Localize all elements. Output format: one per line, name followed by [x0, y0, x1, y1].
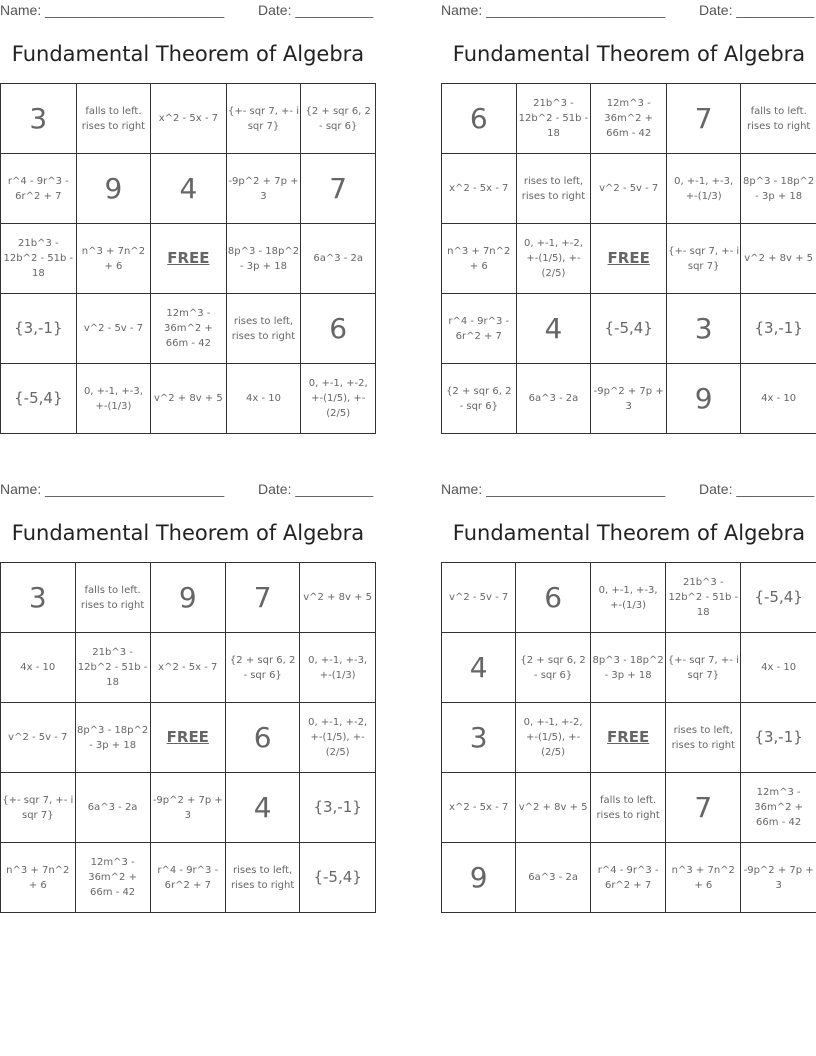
bingo-cell: x^2 - 5x - 7: [151, 84, 226, 154]
card-title: Fundamental Theorem of Algebra: [11, 42, 365, 66]
bingo-row: [442, 563, 816, 633]
bingo-cell: v^2 + 8v + 5: [516, 773, 591, 843]
bingo-cell: {-5,4}: [300, 843, 376, 913]
bingo-card-4: [441, 479, 816, 913]
free-space-cell: FREE: [151, 224, 226, 294]
bingo-cell: 0, +-1, +-3, +-(1/3): [590, 563, 665, 633]
bingo-cell: {-5,4}: [1, 364, 77, 434]
bingo-cell: {3,-1}: [741, 294, 816, 364]
bingo-cell: 0, +-1, +-2, +-(1/5), +-(2/5): [300, 703, 376, 773]
bingo-cell: rises to left, rises to right: [516, 154, 591, 224]
bingo-cell: 6a^3 - 2a: [301, 224, 376, 294]
bingo-cell: 12m^3 - 36m^2 + 66m - 42: [741, 773, 816, 843]
card-header: [0, 0, 376, 22]
bingo-row: [1, 773, 376, 843]
bingo-card-3: [0, 479, 376, 913]
bingo-cell: -9p^2 + 7p + 3: [150, 773, 225, 843]
bingo-card-2: [441, 0, 816, 434]
bingo-row: [1, 563, 376, 633]
bingo-cell: 9: [442, 843, 516, 913]
card-header: [441, 479, 816, 501]
bingo-cell: v^2 + 8v + 5: [151, 364, 226, 434]
bingo-cell: -9p^2 + 7p + 3: [591, 364, 667, 434]
bingo-cell: 6: [225, 703, 299, 773]
bingo-cell: 4: [225, 773, 299, 843]
bingo-row: [442, 364, 816, 434]
card-title: Fundamental Theorem of Algebra: [452, 521, 806, 545]
bingo-row: [1, 703, 376, 773]
bingo-cell: 21b^3 - 12b^2 - 51b - 18: [1, 224, 77, 294]
bingo-row: [1, 84, 376, 154]
bingo-cell: 7: [667, 84, 741, 154]
bingo-row: [442, 633, 816, 703]
bingo-cell: x^2 - 5x - 7: [442, 773, 516, 843]
bingo-grid: [0, 562, 376, 913]
bingo-cell: 4x - 10: [741, 364, 816, 434]
bingo-cell: 4x - 10: [226, 364, 301, 434]
bingo-cell: 4: [516, 294, 591, 364]
bingo-cell: 8p^3 - 18p^2 - 3p + 18: [741, 154, 816, 224]
card-header: [0, 479, 376, 501]
bingo-cell: 8p^3 - 18p^2 - 3p + 18: [226, 224, 301, 294]
card-title: Fundamental Theorem of Algebra: [11, 521, 365, 545]
bingo-cell: 12m^3 - 36m^2 + 66m - 42: [75, 843, 150, 913]
bingo-row: [1, 843, 376, 913]
bingo-cell: {3,-1}: [741, 703, 816, 773]
bingo-cell: {+- sqr 7, +- i sqr 7}: [667, 224, 741, 294]
bingo-cell: 7: [225, 563, 299, 633]
bingo-row: [442, 154, 816, 224]
bingo-cell: v^2 - 5v - 7: [442, 563, 516, 633]
bingo-cell: -9p^2 + 7p + 3: [741, 843, 816, 913]
bingo-cell: x^2 - 5x - 7: [442, 154, 517, 224]
bingo-row: [442, 843, 816, 913]
bingo-row: [442, 84, 816, 154]
bingo-cell: 6: [301, 294, 376, 364]
free-space-cell: FREE: [150, 703, 225, 773]
bingo-cell: {3,-1}: [300, 773, 376, 843]
date-field-label: Date: __________: [258, 481, 374, 497]
bingo-cell: 8p^3 - 18p^2 - 3p + 18: [75, 703, 150, 773]
bingo-cell: {+- sqr 7, +- i sqr 7}: [226, 84, 301, 154]
bingo-cell: {-5,4}: [591, 294, 667, 364]
bingo-cell: rises to left, rises to right: [226, 294, 301, 364]
bingo-cell: 0, +-1, +-3, +-(1/3): [76, 364, 151, 434]
bingo-cell: 7: [301, 154, 376, 224]
bingo-row: [1, 294, 376, 364]
bingo-cell: n^3 + 7n^2 + 6: [76, 224, 151, 294]
bingo-cell: 3: [1, 84, 77, 154]
bingo-grid: [441, 562, 816, 913]
bingo-cell: {+- sqr 7, +- i sqr 7}: [666, 633, 741, 703]
bingo-cell: {2 + sqr 6, 2 - sqr 6}: [516, 633, 591, 703]
bingo-row: [1, 633, 376, 703]
bingo-cell: {-5,4}: [741, 563, 816, 633]
bingo-cell: 3: [667, 294, 741, 364]
bingo-cell: 0, +-1, +-3, +-(1/3): [667, 154, 741, 224]
bingo-grid: [441, 83, 816, 434]
bingo-cell: 4: [442, 633, 516, 703]
bingo-cell: falls to left. rises to right: [76, 84, 151, 154]
date-field-label: Date: __________: [699, 2, 815, 18]
bingo-cell: v^2 - 5v - 7: [76, 294, 151, 364]
bingo-cell: r^4 - 9r^3 - 6r^2 + 7: [150, 843, 225, 913]
bingo-row: [1, 224, 376, 294]
free-space-cell: FREE: [591, 224, 667, 294]
bingo-cell: falls to left. rises to right: [590, 773, 665, 843]
bingo-row: [442, 294, 816, 364]
bingo-cell: 4x - 10: [741, 633, 816, 703]
name-field-label: Name: _______________________: [441, 481, 666, 497]
bingo-cell: 6: [516, 563, 591, 633]
bingo-cell: 21b^3 - 12b^2 - 51b - 18: [516, 84, 591, 154]
bingo-cell: 21b^3 - 12b^2 - 51b - 18: [666, 563, 741, 633]
name-field-label: Name: _______________________: [0, 481, 225, 497]
bingo-cell: rises to left, rises to right: [225, 843, 299, 913]
bingo-cell: 12m^3 - 36m^2 + 66m - 42: [151, 294, 226, 364]
bingo-cell: n^3 + 7n^2 + 6: [1, 843, 76, 913]
bingo-cell: 4x - 10: [1, 633, 76, 703]
bingo-cell: v^2 - 5v - 7: [591, 154, 667, 224]
card-title: Fundamental Theorem of Algebra: [452, 42, 806, 66]
bingo-cell: 7: [666, 773, 741, 843]
bingo-cell: 9: [76, 154, 151, 224]
bingo-cell: {+- sqr 7, +- i sqr 7}: [1, 773, 76, 843]
bingo-cell: r^4 - 9r^3 - 6r^2 + 7: [442, 294, 517, 364]
name-field-label: Name: _______________________: [0, 2, 225, 18]
bingo-row: [1, 364, 376, 434]
bingo-cell: 0, +-1, +-2, +-(1/5), +-(2/5): [516, 224, 591, 294]
bingo-cell: rises to left, rises to right: [666, 703, 741, 773]
bingo-cell: v^2 + 8v + 5: [300, 563, 376, 633]
bingo-cell: 6a^3 - 2a: [516, 843, 591, 913]
bingo-cell: v^2 - 5v - 7: [1, 703, 76, 773]
bingo-grid: [0, 83, 376, 434]
bingo-cell: 6a^3 - 2a: [75, 773, 150, 843]
bingo-cell: 0, +-1, +-2, +-(1/5), +-(2/5): [301, 364, 376, 434]
bingo-cell: r^4 - 9r^3 - 6r^2 + 7: [590, 843, 665, 913]
bingo-cell: {3,-1}: [1, 294, 77, 364]
bingo-cell: 8p^3 - 18p^2 - 3p + 18: [590, 633, 665, 703]
bingo-cell: 3: [442, 703, 516, 773]
bingo-row: [442, 224, 816, 294]
bingo-cell: r^4 - 9r^3 - 6r^2 + 7: [1, 154, 77, 224]
bingo-cell: -9p^2 + 7p + 3: [226, 154, 301, 224]
free-space-cell: FREE: [590, 703, 665, 773]
bingo-cell: n^3 + 7n^2 + 6: [666, 843, 741, 913]
bingo-cell: 0, +-1, +-2, +-(1/5), +-(2/5): [516, 703, 591, 773]
bingo-cell: 0, +-1, +-3, +-(1/3): [300, 633, 376, 703]
bingo-cell: 21b^3 - 12b^2 - 51b - 18: [75, 633, 150, 703]
name-field-label: Name: _______________________: [441, 2, 666, 18]
bingo-card-1: [0, 0, 376, 434]
bingo-cell: x^2 - 5x - 7: [150, 633, 225, 703]
card-header: [441, 0, 816, 22]
bingo-cell: 12m^3 - 36m^2 + 66m - 42: [591, 84, 667, 154]
bingo-row: [1, 154, 376, 224]
bingo-cell: {2 + sqr 6, 2 - sqr 6}: [301, 84, 376, 154]
bingo-cell: 3: [1, 563, 76, 633]
bingo-cell: {2 + sqr 6, 2 - sqr 6}: [225, 633, 299, 703]
bingo-cell: n^3 + 7n^2 + 6: [442, 224, 517, 294]
bingo-cell: v^2 + 8v + 5: [741, 224, 816, 294]
bingo-row: [442, 773, 816, 843]
bingo-cell: 4: [151, 154, 226, 224]
date-field-label: Date: __________: [258, 2, 374, 18]
bingo-cell: 6: [442, 84, 517, 154]
bingo-row: [442, 703, 816, 773]
bingo-cell: 6a^3 - 2a: [516, 364, 591, 434]
bingo-cell: falls to left. rises to right: [75, 563, 150, 633]
bingo-cell: falls to left. rises to right: [741, 84, 816, 154]
bingo-cell: {2 + sqr 6, 2 - sqr 6}: [442, 364, 517, 434]
date-field-label: Date: __________: [699, 481, 815, 497]
bingo-cell: 9: [667, 364, 741, 434]
bingo-cell: 9: [150, 563, 225, 633]
